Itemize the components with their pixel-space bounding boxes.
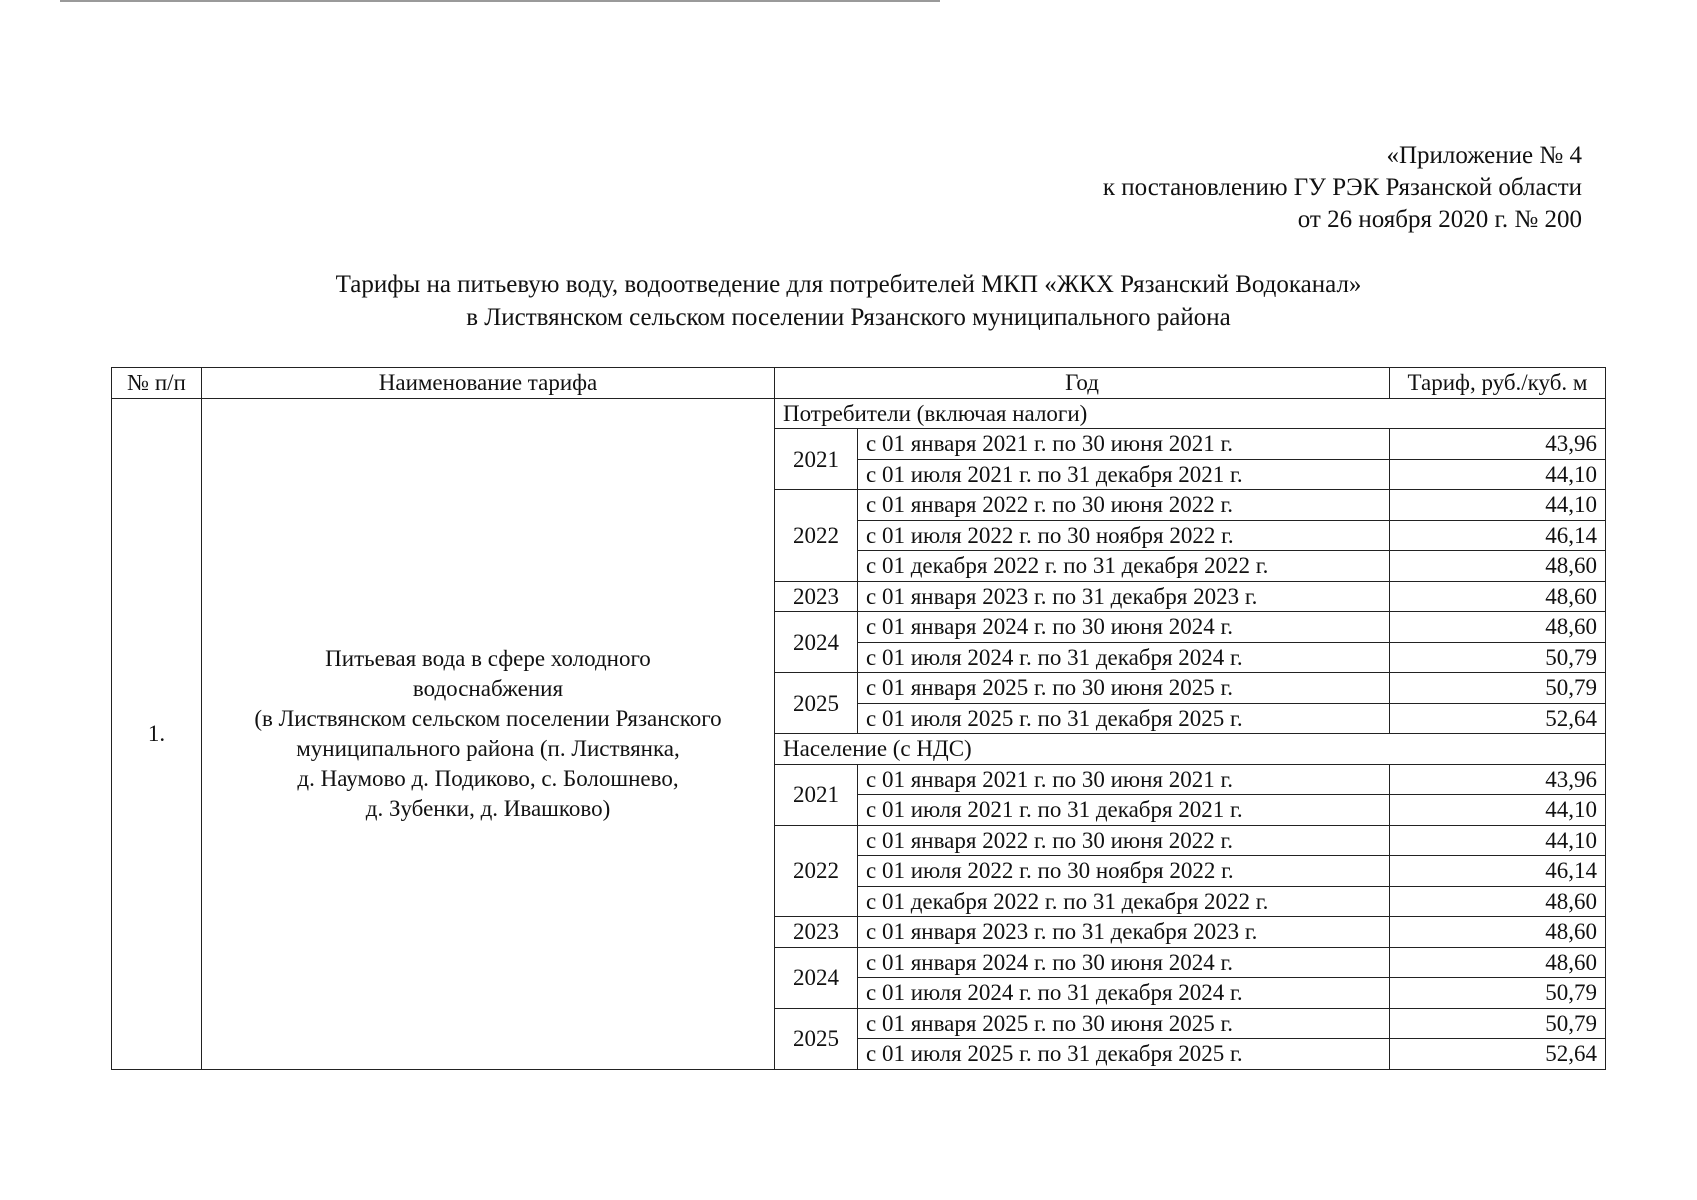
year-cell: 2024 bbox=[775, 612, 858, 673]
tariff-name-line: (в Листвянском сельском поселении Рязанского bbox=[254, 705, 722, 731]
period-cell: с 01 декабря 2022 г. по 31 декабря 2022 г. bbox=[858, 886, 1390, 917]
title-line-1: Тарифы на питьевую воду, водоотведение для потребителей МКП «ЖКХ Рязанский Водоканал» bbox=[335, 271, 1362, 298]
period-cell: с 01 января 2023 г. по 31 декабря 2023 г. bbox=[858, 917, 1390, 948]
period-cell: с 01 июля 2022 г. по 30 ноября 2022 г. bbox=[858, 856, 1390, 887]
tariff-value-cell: 48,60 bbox=[1390, 947, 1606, 978]
tariff-value-cell: 46,14 bbox=[1390, 520, 1606, 551]
tariff-value-cell: 50,79 bbox=[1390, 978, 1606, 1009]
period-cell: с 01 июля 2024 г. по 31 декабря 2024 г. bbox=[858, 642, 1390, 673]
tariff-name-line: муниципального района (п. Листвянка, bbox=[296, 735, 680, 761]
header-year: Год bbox=[775, 368, 1390, 399]
tariff-value-cell: 48,60 bbox=[1390, 917, 1606, 948]
year-cell: 2021 bbox=[775, 764, 858, 825]
period-cell: с 01 января 2022 г. по 30 июня 2022 г. bbox=[858, 825, 1390, 856]
period-cell: с 01 января 2024 г. по 30 июня 2024 г. bbox=[858, 947, 1390, 978]
tariff-value-cell: 48,60 bbox=[1390, 886, 1606, 917]
tariff-value-cell: 48,60 bbox=[1390, 581, 1606, 612]
tariff-value-cell: 44,10 bbox=[1390, 825, 1606, 856]
appendix-line-3: от 26 ноября 2020 г. № 200 bbox=[1297, 206, 1582, 233]
tariff-value-cell: 43,96 bbox=[1390, 764, 1606, 795]
tariff-value-cell: 44,10 bbox=[1390, 795, 1606, 826]
appendix-header bbox=[1103, 140, 1582, 236]
period-cell: с 01 января 2021 г. по 30 июня 2021 г. bbox=[858, 764, 1390, 795]
tariff-value-cell: 48,60 bbox=[1390, 551, 1606, 582]
consumer-group-label: Население (с НДС) bbox=[775, 734, 1606, 765]
consumer-group-label: Потребители (включая налоги) bbox=[775, 398, 1606, 429]
year-cell: 2021 bbox=[775, 429, 858, 490]
tariff-name-line: водоснабжения bbox=[412, 675, 564, 701]
title-line-2: в Листвянском сельском поселении Рязанского муниципального района bbox=[466, 304, 1231, 331]
tariff-value-cell: 50,79 bbox=[1390, 1008, 1606, 1039]
tariff-name-line: Питьевая вода в сфере холодного bbox=[325, 645, 651, 671]
period-cell: с 01 июля 2021 г. по 31 декабря 2021 г. bbox=[858, 795, 1390, 826]
period-cell: с 01 января 2025 г. по 30 июня 2025 г. bbox=[858, 1008, 1390, 1039]
year-cell: 2025 bbox=[775, 673, 858, 734]
period-cell: с 01 июля 2024 г. по 31 декабря 2024 г. bbox=[858, 978, 1390, 1009]
row-number: 1. bbox=[112, 398, 202, 1069]
period-cell: с 01 июля 2021 г. по 31 декабря 2021 г. bbox=[858, 459, 1390, 490]
header-name: Наименование тарифа bbox=[202, 368, 775, 399]
year-cell: 2023 bbox=[775, 581, 858, 612]
period-cell: с 01 июля 2025 г. по 31 декабря 2025 г. bbox=[858, 1039, 1390, 1070]
tariff-value-cell: 44,10 bbox=[1390, 490, 1606, 521]
header-num: № п/п bbox=[112, 368, 202, 399]
table-body bbox=[112, 398, 1606, 1069]
year-cell: 2022 bbox=[775, 825, 858, 917]
period-cell: с 01 января 2024 г. по 30 июня 2024 г. bbox=[858, 612, 1390, 643]
scan-top-edge-line bbox=[60, 0, 940, 2]
year-cell: 2022 bbox=[775, 490, 858, 582]
tariff-value-cell: 50,79 bbox=[1390, 642, 1606, 673]
tariff-value-cell: 46,14 bbox=[1390, 856, 1606, 887]
tariff-value-cell: 48,60 bbox=[1390, 612, 1606, 643]
period-cell: с 01 января 2023 г. по 31 декабря 2023 г. bbox=[858, 581, 1390, 612]
period-cell: с 01 декабря 2022 г. по 31 декабря 2022 г. bbox=[858, 551, 1390, 582]
period-cell: с 01 января 2022 г. по 30 июня 2022 г. bbox=[858, 490, 1390, 521]
period-cell: с 01 января 2021 г. по 30 июня 2021 г. bbox=[858, 429, 1390, 460]
appendix-line-1: «Приложение № 4 bbox=[1386, 142, 1582, 169]
tariff-value-cell: 52,64 bbox=[1390, 703, 1606, 734]
group-row bbox=[112, 398, 1606, 429]
year-cell: 2023 bbox=[775, 917, 858, 948]
tariff-name-line: д. Наумово д. Подиково, с. Болошнево, bbox=[297, 765, 679, 791]
tariff-table bbox=[111, 367, 1606, 1070]
appendix-line-2: к постановлению ГУ РЭК Рязанской области bbox=[1102, 174, 1582, 201]
tariff-value-cell: 43,96 bbox=[1390, 429, 1606, 460]
year-cell: 2025 bbox=[775, 1008, 858, 1069]
tariff-value-cell: 44,10 bbox=[1390, 459, 1606, 490]
period-cell: с 01 июля 2025 г. по 31 декабря 2025 г. bbox=[858, 703, 1390, 734]
tariff-value-cell: 52,64 bbox=[1390, 1039, 1606, 1070]
tariff-name-line: д. Зубенки, д. Ивашково) bbox=[365, 795, 611, 821]
year-cell: 2024 bbox=[775, 947, 858, 1008]
document-title bbox=[0, 268, 1697, 334]
tariff-name-cell bbox=[202, 398, 775, 1069]
header-tariff: Тариф, руб./куб. м bbox=[1390, 368, 1606, 399]
table-header-row bbox=[112, 368, 1606, 399]
period-cell: с 01 января 2025 г. по 30 июня 2025 г. bbox=[858, 673, 1390, 704]
period-cell: с 01 июля 2022 г. по 30 ноября 2022 г. bbox=[858, 520, 1390, 551]
tariff-value-cell: 50,79 bbox=[1390, 673, 1606, 704]
